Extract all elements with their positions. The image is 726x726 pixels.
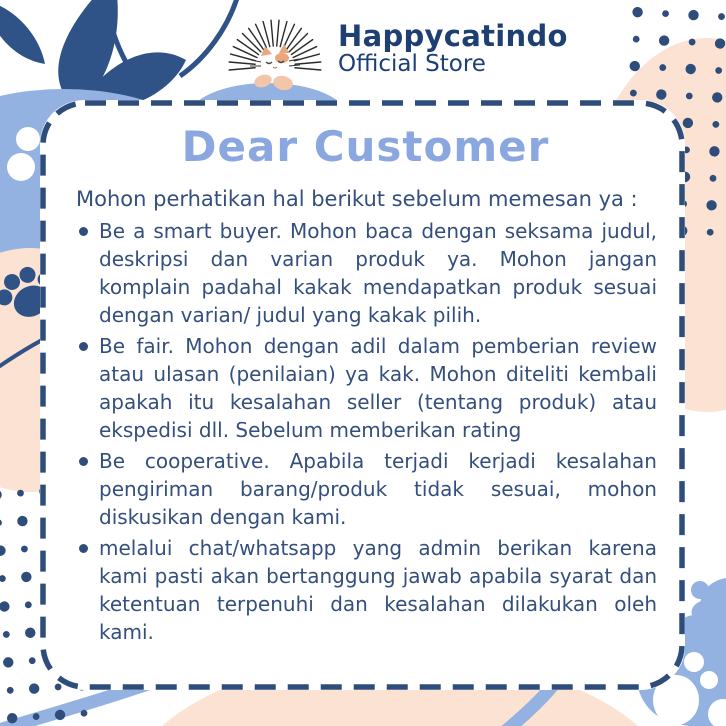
notice-bullet-item: Be a smart buyer. Mohon baca dengan seksama judul, deskripsi dan varian produk ya. Mohon jangan komplain padahal kakak mendapatkan produk sesuai dengan varian/ judul yang kakak pilih. bbox=[74, 217, 657, 329]
notice-intro: Mohon perhatikan hal berikut sebelum memesan ya : bbox=[76, 187, 638, 211]
store-brand bbox=[338, 18, 568, 78]
store-subtitle: Official Store bbox=[338, 51, 486, 77]
card-title: Dear Customer bbox=[181, 122, 550, 171]
store-name: Happycatindo bbox=[338, 18, 568, 53]
notice-list bbox=[74, 217, 657, 646]
cat-face-icon bbox=[250, 44, 300, 92]
cat-sunburst-logo-icon bbox=[220, 6, 330, 92]
notice-bullet-item: melalui chat/whatsapp yang admin berikan karena kami pasti akan bertanggung jawab apabila syarat dan ketentuan terpenuhi dan kesalahan dilakukan oleh kami. bbox=[74, 534, 657, 646]
notice-card bbox=[40, 100, 685, 690]
notice-bullet-item: Be cooperative. Apabila terjadi kerjadi kesalahan pengiriman barang/produk tidak sesuai, mohon diskusikan dengan kami. bbox=[74, 447, 657, 531]
notice-card-content bbox=[40, 100, 685, 646]
notice-bullet-item: Be fair. Mohon dengan adil dalam pemberian review atau ulasan (penilaian) ya kak. Mohon diteliti kembali apakah itu kesalahan seller (tentang produk) atau ekspedisi dll. Sebelum memberikan rating bbox=[74, 332, 657, 444]
store-header bbox=[220, 6, 568, 92]
